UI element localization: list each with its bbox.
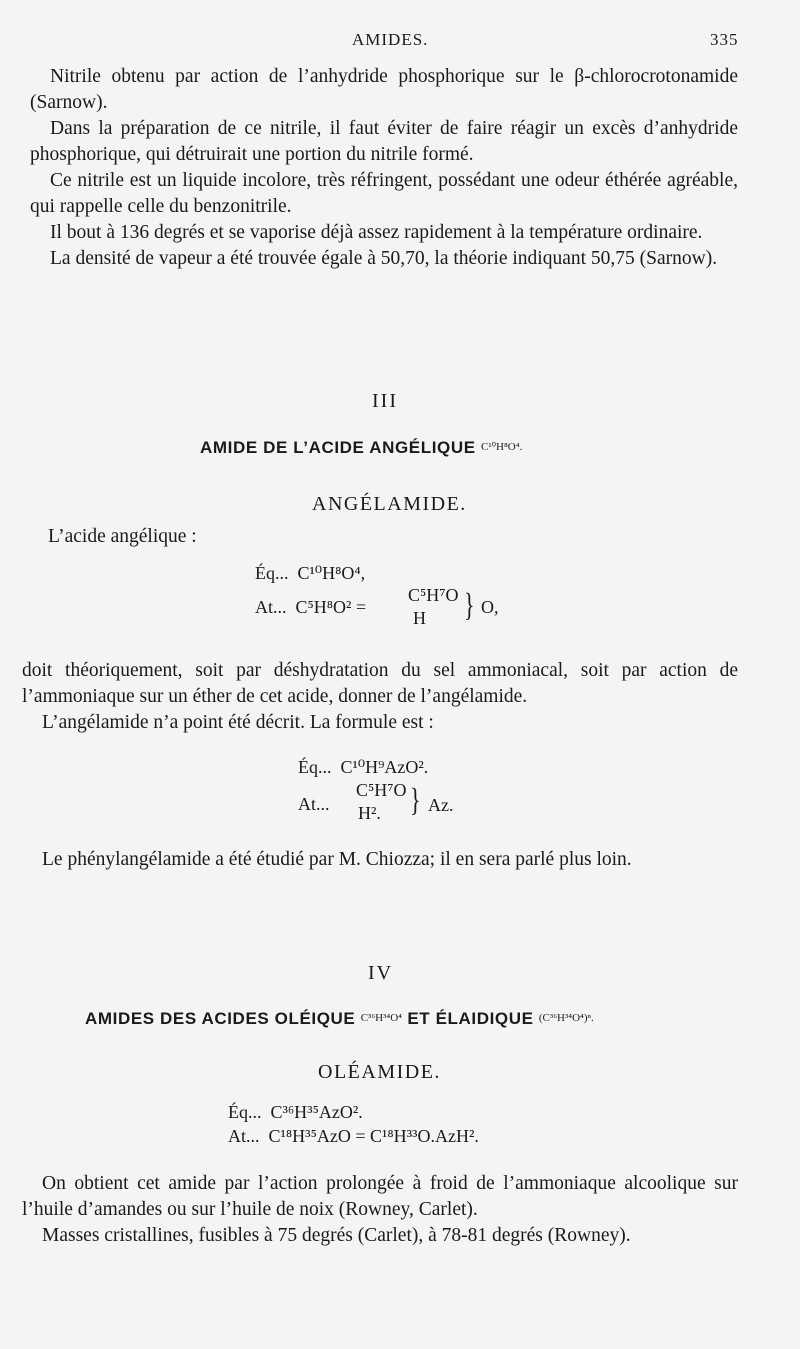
paragraph: doit théoriquement, soit par déshydratation du sel ammoniacal, soit par action de l’ammoniaque sur un éther de cet acide, donner de l’angélamide. bbox=[22, 660, 738, 707]
oleamide-text bbox=[22, 1171, 738, 1249]
compound-name: OLÉAMIDE. bbox=[318, 1061, 441, 1083]
formula-at bbox=[228, 1126, 479, 1147]
angelamide-text bbox=[22, 658, 738, 736]
formula-label: Éq... bbox=[255, 563, 289, 583]
paragraph: Le phénylangélamide a été étudié par M. Chiozza; il en sera parlé plus loin. bbox=[42, 849, 632, 870]
brace-symbol: } bbox=[410, 780, 421, 818]
formula-eq bbox=[298, 757, 428, 778]
section-title bbox=[200, 438, 522, 458]
closing-text bbox=[22, 847, 738, 873]
formula-label: At... bbox=[228, 1126, 260, 1146]
running-header: AMIDES. bbox=[352, 30, 429, 49]
paragraph: Il bout à 136 degrés et se vaporise déjà assez rapidement à la température ordinaire. bbox=[50, 222, 703, 243]
section-numeral: IV bbox=[368, 962, 394, 984]
paragraph: Ce nitrile est un liquide incolore, très réfringent, possédant une odeur éthérée agréable, qui rappelle celle du benzonitrile. bbox=[30, 170, 738, 217]
nitrile-text bbox=[30, 64, 738, 272]
paragraph: Dans la préparation de ce nitrile, il faut éviter de faire réagir un excès d’anhydride phosphorique, qui détruirait une portion du nitrile formé. bbox=[30, 118, 738, 165]
formula-bottom: H². bbox=[358, 803, 381, 823]
formula-value: C¹⁰H⁸O⁴, bbox=[297, 563, 366, 583]
formula-label: Éq... bbox=[228, 1102, 262, 1122]
formula-value: C⁵H⁸O² = bbox=[295, 597, 367, 617]
formula-label: At... bbox=[298, 794, 330, 814]
formula-top: C⁵H⁷O bbox=[356, 780, 407, 800]
paragraph: Nitrile obtenu par action de l’anhydride phosphorique sur le β-chlorocrotonamide (Sarnow). bbox=[30, 66, 738, 113]
formula-value: C¹⁰H⁹AzO². bbox=[340, 757, 429, 777]
formula-label: At... bbox=[255, 597, 287, 617]
formula-suffix: O, bbox=[481, 597, 499, 617]
paragraph: Masses cristallines, fusibles à 75 degrés (Carlet), à 78-81 degrés (Rowney). bbox=[42, 1225, 631, 1246]
section-title-text: AMIDE DE L’ACIDE ANGÉLIQUE bbox=[200, 438, 476, 457]
intro-text: L’acide angélique : bbox=[48, 526, 197, 547]
section-title bbox=[85, 1009, 594, 1029]
page-number: 335 bbox=[710, 30, 739, 49]
formula-label: Éq... bbox=[298, 757, 332, 777]
brace-symbol: } bbox=[464, 585, 475, 623]
section-title-text: ET ÉLAIDIQUE bbox=[407, 1009, 534, 1028]
section-title-formula: (C³⁶H³⁴O⁴)ⁿ. bbox=[538, 1012, 594, 1024]
paragraph: L’angélamide n’a point été décrit. La formule est : bbox=[42, 712, 434, 733]
paragraph: La densité de vapeur a été trouvée égale à 50,70, la théorie indiquant 50,75 (Sarnow). bbox=[50, 248, 718, 269]
section-title-formula: C³⁶H³⁴O⁴ bbox=[360, 1012, 403, 1024]
formula-eq bbox=[228, 1102, 363, 1123]
formula-bottom: H bbox=[413, 608, 426, 628]
compound-name: ANGÉLAMIDE. bbox=[312, 493, 467, 515]
paragraph: On obtient cet amide par l’action prolongée à froid de l’ammoniaque alcoolique sur l’huile d’amandes ou sur l’huile de noix (Rowney, Carlet). bbox=[22, 1173, 738, 1220]
formula-suffix: Az. bbox=[428, 795, 454, 815]
formula-value: C¹⁸H³⁵AzO = C¹⁸H³³O.AzH². bbox=[268, 1126, 479, 1146]
section-title-formula: C¹⁰H⁸O⁴. bbox=[480, 441, 523, 453]
formula-eq bbox=[255, 563, 365, 584]
section-numeral: III bbox=[372, 390, 398, 412]
formula-top: C⁵H⁷O bbox=[408, 585, 459, 605]
section-title-text: AMIDES DES ACIDES OLÉIQUE bbox=[85, 1009, 356, 1028]
formula-value: C³⁶H³⁵AzO². bbox=[270, 1102, 363, 1122]
formula-at-label-line bbox=[255, 597, 366, 618]
